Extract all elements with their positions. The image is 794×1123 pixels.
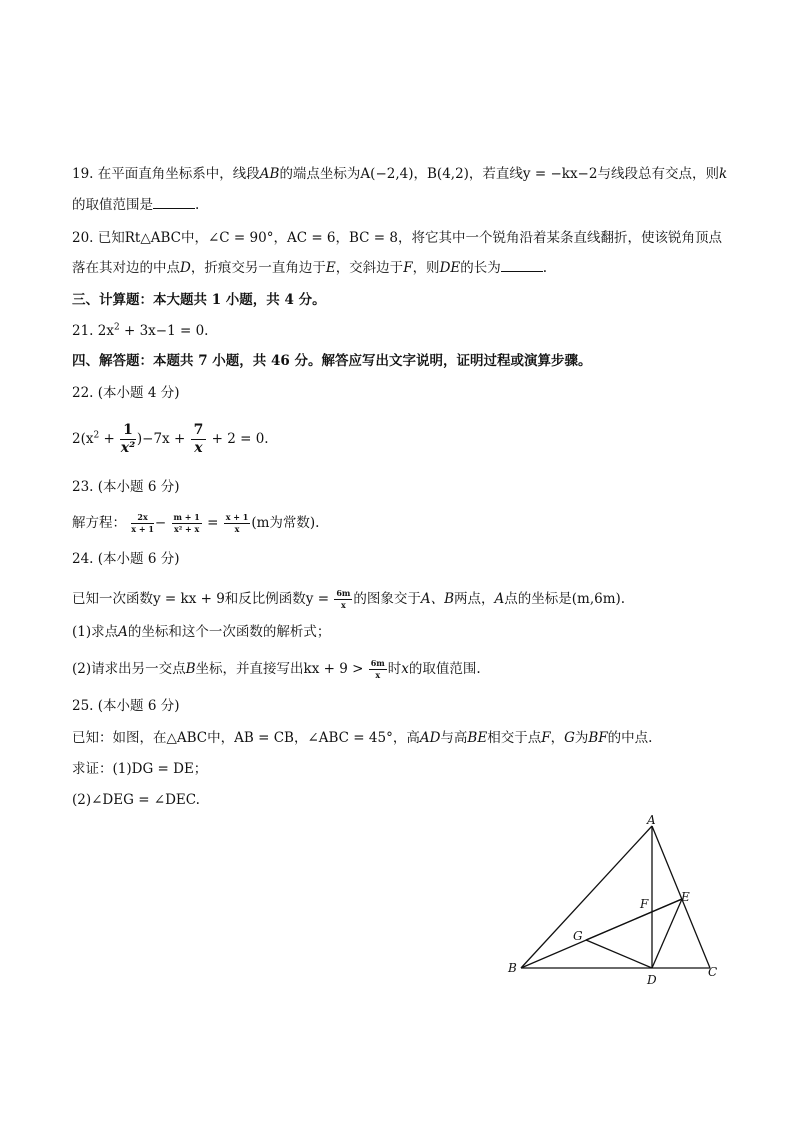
label-g: G [573, 929, 583, 943]
fraction: $\frac{1}{\text{x²}}$ [120, 422, 136, 456]
fraction: $\frac{6m}{x}$ [336, 588, 351, 610]
q25-line3: (2)∠DEG = ∠DEC. [72, 792, 200, 808]
segment-ge [586, 899, 682, 940]
label-d: D [647, 973, 657, 987]
section-4-heading: 四、解答题：本题共 7 小题，共 46 分。解答应写出文字说明，证明过程或演算步骤。 [72, 353, 592, 369]
q22-header: 22. (本小题 4 分) [72, 385, 180, 401]
fraction: $\frac{x + 1}{x}$ [225, 512, 249, 534]
q22-equation: $2(x^2$ + $\frac{1}{\text{x²}}$ )−7x + $\frac{7}{x}$ + 2 = 0. [72, 422, 269, 456]
q19-line2: 的取值范围是 . [72, 197, 200, 213]
label-a: A [647, 813, 656, 827]
q25-header: 25. (本小题 6 分) [72, 698, 180, 714]
q24-part2: (2)请求出另一交点B坐标，并直接写出kx + 9 > $\frac{6m}{x}$ 时x的取值范围. [72, 658, 481, 680]
q25-line1: 已知：如图，在△ABC中，AB = CB，∠ABC = 45°，高AD与高BE相交于点F，G为BF的中点. [72, 730, 653, 746]
q20-line1: 20. 已知Rt△ABC中，∠C = 90°，AC = 6，BC = 8，将它其中一个锐角沿着某条直线翻折，使该锐角顶点 [72, 230, 722, 246]
q25-line2: 求证：(1)DG = DE； [72, 761, 208, 777]
fraction: $\frac{7}{x}$ [191, 422, 207, 457]
q19-line1: 19. 在平面直角坐标系中，线段AB的端点坐标为A(−2,4)，B(4,2)，若直线y = −kx−2与线段总有交点，则k [72, 166, 728, 182]
label-e: E [681, 890, 690, 904]
q23-equation: 解方程： $\frac{2x}{x + 1}$ − $\frac{m + 1}{\text{x² + x}}$ = $\frac{x + 1}{x}$ (m为常数). [72, 512, 320, 534]
q24-header: 24. (本小题 6 分) [72, 551, 180, 567]
q24-part1: (1)求点A的坐标和这个一次函数的解析式； [72, 624, 331, 640]
q21-equation: 21. $2x^2 + 3x-1 = 0$. [72, 322, 209, 339]
label-f: F [640, 897, 649, 911]
q20-line2: 落在其对边的中点D，折痕交另一直角边于E，交斜边于F，则DE的长为 . [72, 260, 548, 276]
answer-blank [153, 196, 195, 209]
fraction: $\frac{6m}{x}$ [370, 658, 385, 680]
fraction: $\frac{m + 1}{\text{x² + x}}$ [173, 512, 200, 534]
section-3-heading: 三、计算题：本大题共 1 小题，共 4 分。 [72, 292, 326, 308]
fraction: $\frac{2x}{x + 1}$ [131, 512, 154, 534]
label-c: C [708, 965, 718, 979]
label-b: B [508, 961, 517, 975]
answer-blank [501, 259, 543, 272]
q24-line1: 已知一次函数y = kx + 9和反比例函数y = $\frac{6m}{x}$ 的图象交于A、B两点，A点的坐标是(m,6m). [72, 588, 626, 610]
segment-ab [521, 826, 652, 968]
q23-header: 23. (本小题 6 分) [72, 479, 180, 495]
segment-dg [586, 940, 652, 968]
triangle-figure [500, 812, 730, 992]
